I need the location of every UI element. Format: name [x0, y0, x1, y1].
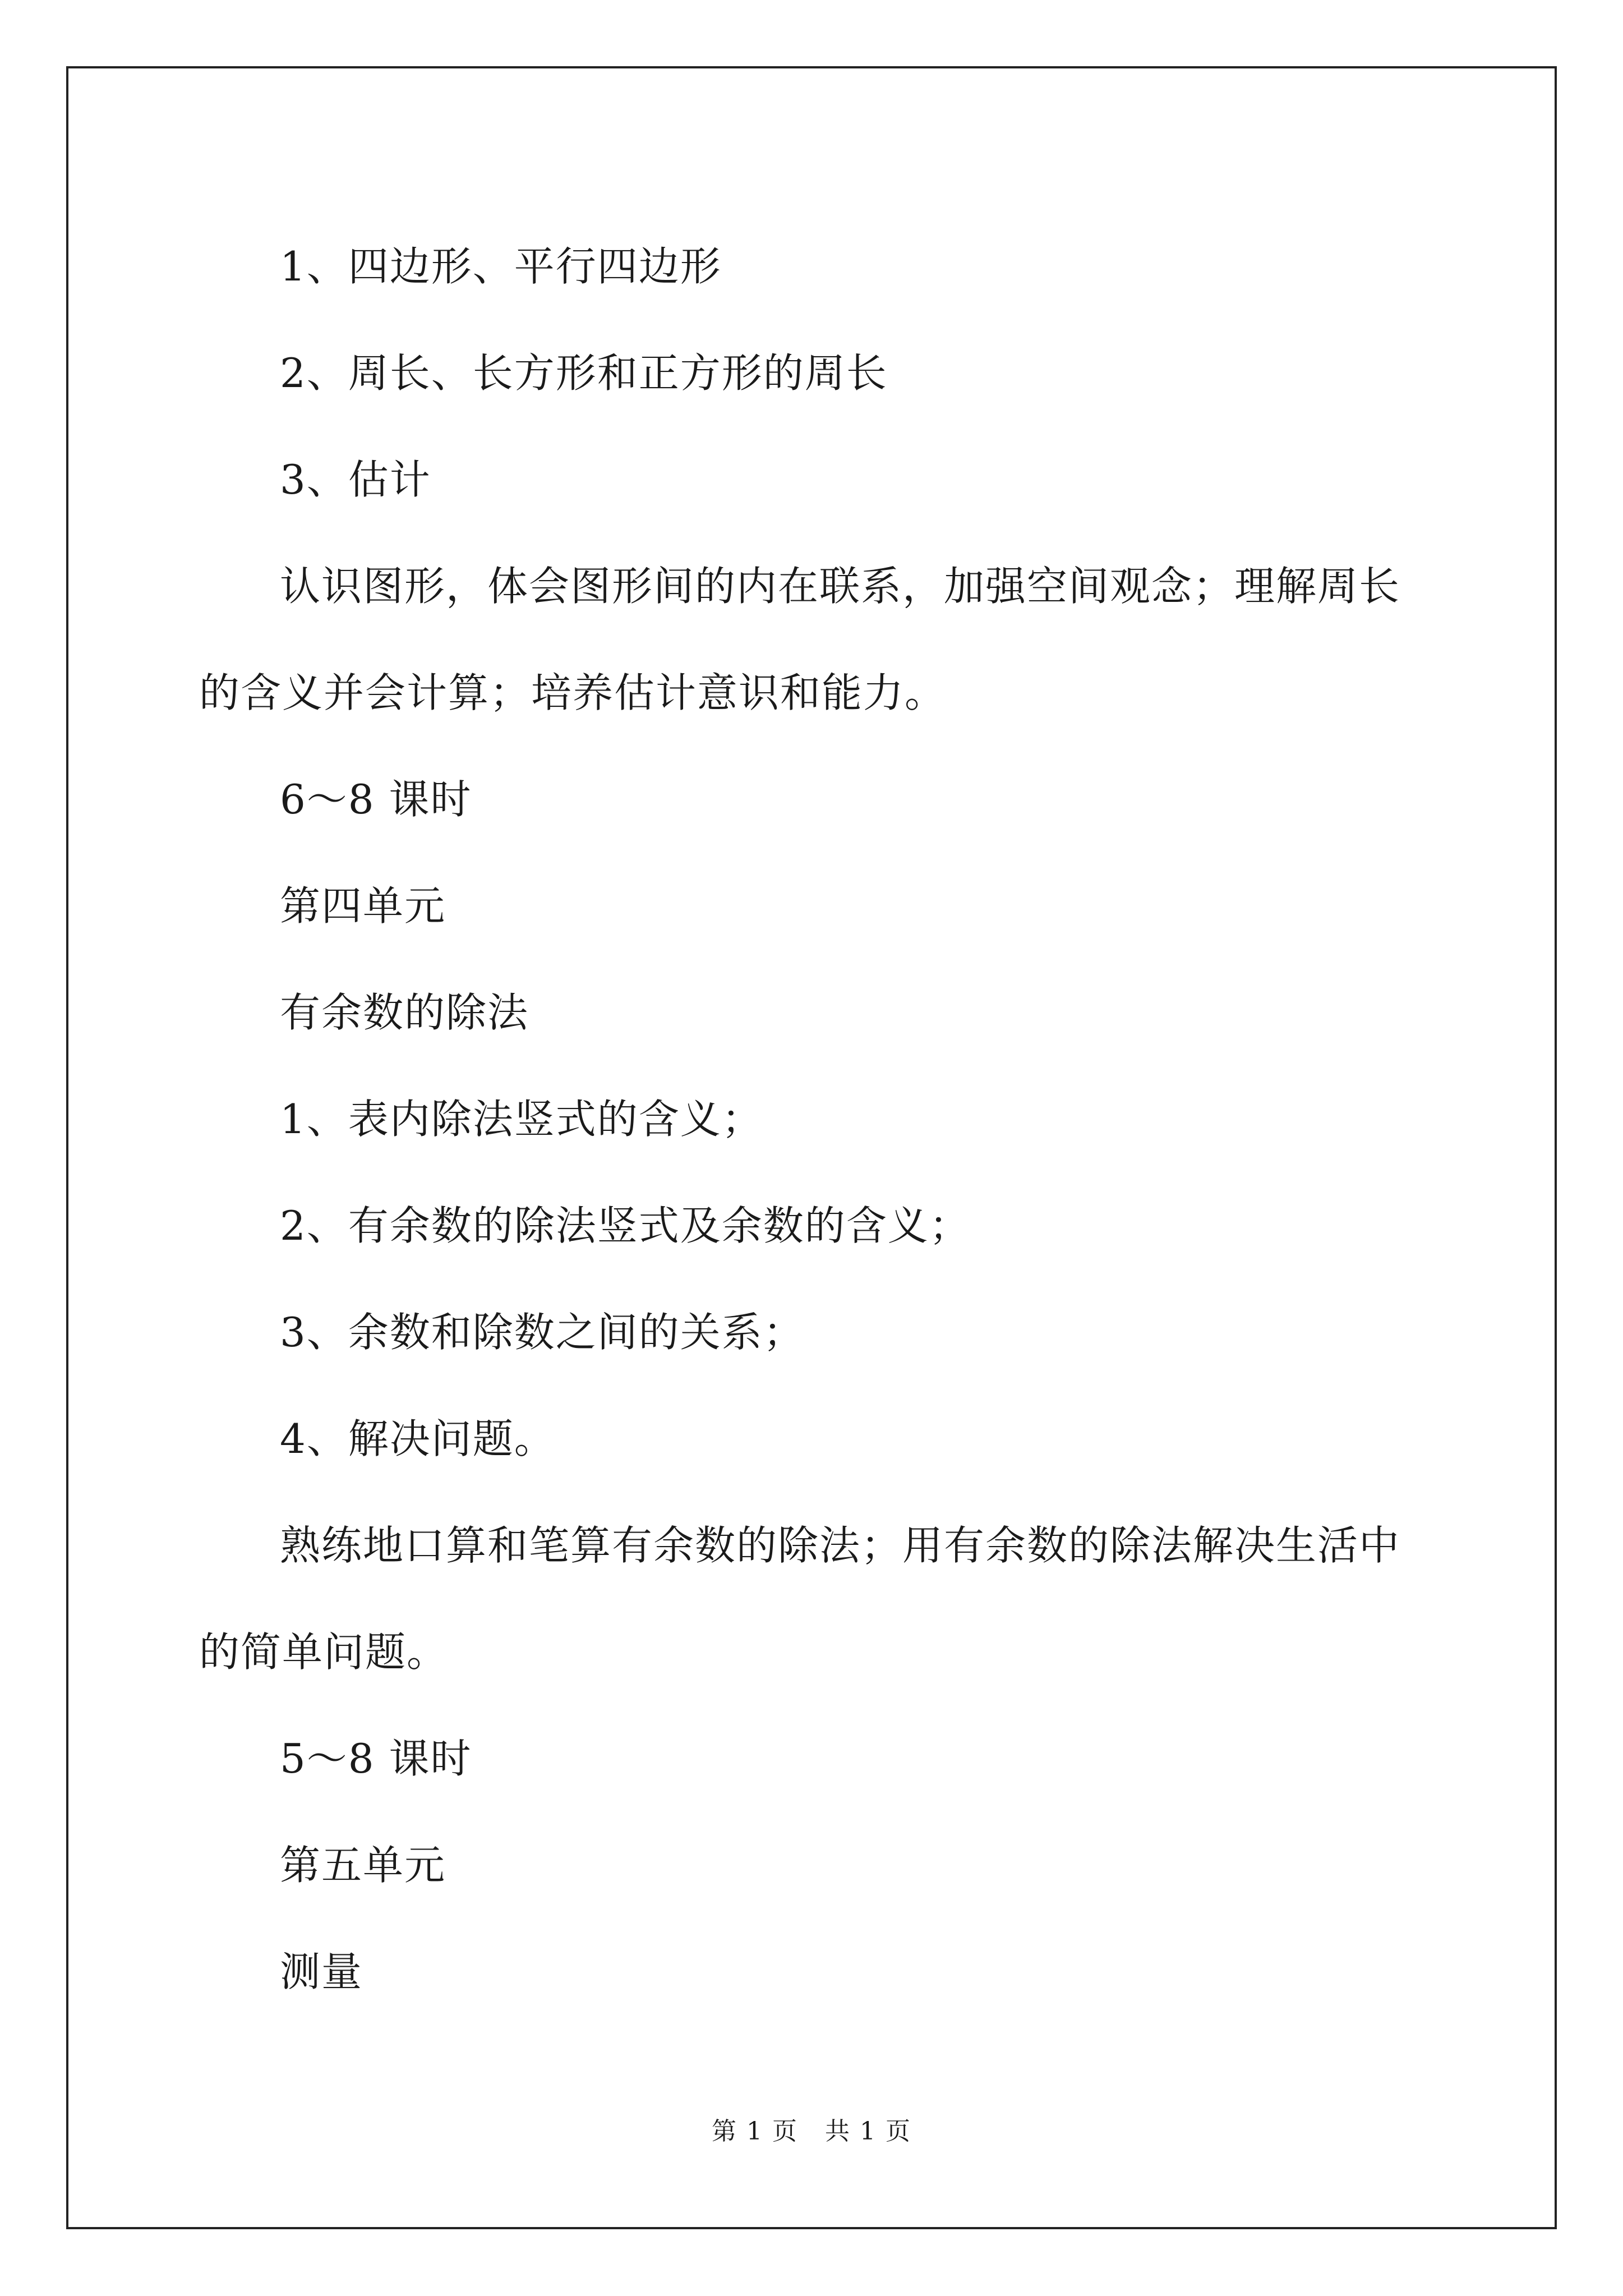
paragraph-6: 第四单元: [280, 882, 446, 930]
paragraph-5: 6～8 课时: [280, 776, 472, 823]
paragraph-4: 认识图形，体会图形间的内在联系，加强空间观念；理解周长的含义并会计算；培养估计意识和能力。: [199, 563, 1401, 716]
paragraph-2: 2、周长、长方形和正方形的周长: [280, 349, 888, 397]
paragraph-3: 3、估计: [280, 456, 431, 503]
paragraph-15: 测量: [280, 1948, 363, 1995]
paragraph-7: 有余数的除法: [280, 989, 529, 1036]
paragraph-9: 2、有余数的除法竖式及余数的含义；: [280, 1202, 971, 1249]
page-number-total: 共 1 页: [825, 2117, 911, 2146]
paragraph-14: 第五单元: [280, 1842, 446, 1889]
page-footer: [0, 2115, 1623, 2148]
paragraph-13: 5～8 课时: [280, 1735, 472, 1782]
document-body: [199, 213, 1427, 2025]
paragraph-12: 熟练地口算和笔算有余数的除法；用有余数的除法解决生活中的简单问题。: [199, 1522, 1401, 1676]
paragraph-11: 4、解决问题。: [280, 1415, 556, 1462]
paragraph-1: 1、四边形、平行四边形: [280, 243, 722, 290]
paragraph-8: 1、表内除法竖式的含义；: [280, 1096, 763, 1143]
page-number-current: 第 1 页: [712, 2117, 798, 2146]
paragraph-10: 3、余数和除数之间的关系；: [280, 1309, 805, 1356]
